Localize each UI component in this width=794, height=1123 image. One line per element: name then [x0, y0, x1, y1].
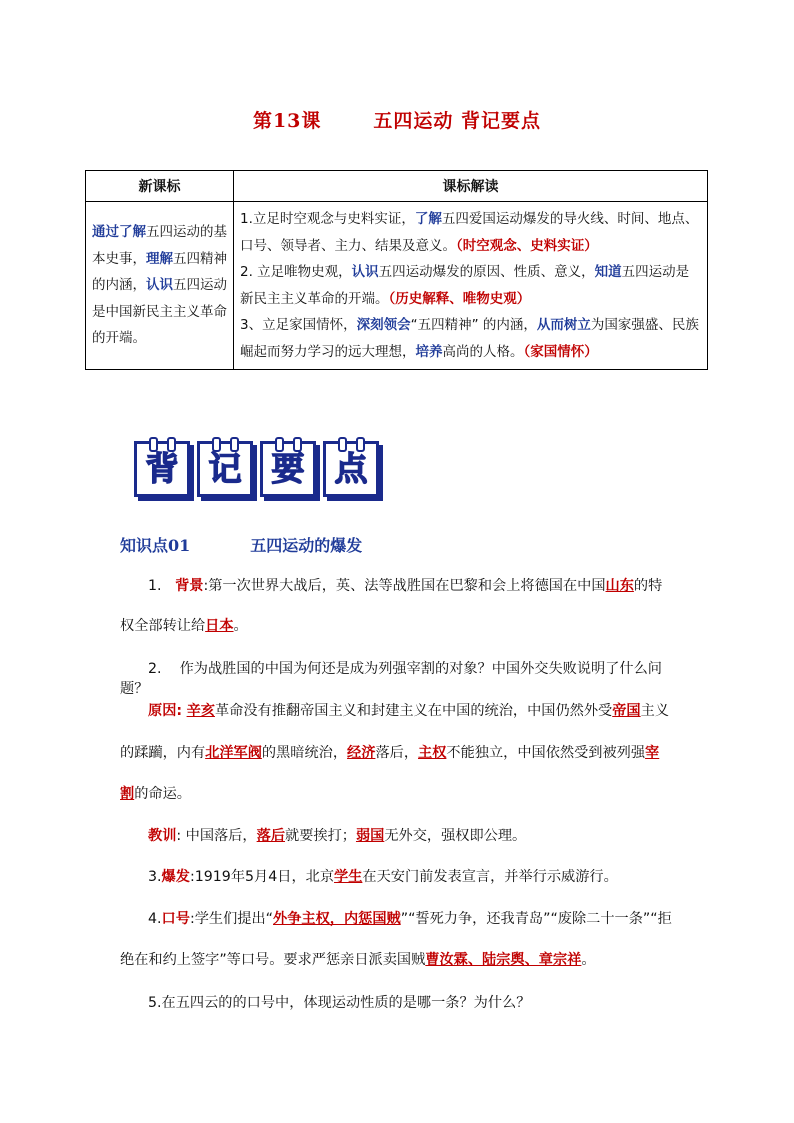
- page-title: 第13课 五四运动 背记要点: [252, 110, 542, 132]
- memorize-points-banner: [134, 441, 379, 499]
- paragraph-cause: 原因: 辛亥革命没有推翻帝国主义和封建主义在中国的统治，中国仍然外受帝国主义: [148, 703, 670, 719]
- badge-yao: 要: [260, 441, 316, 497]
- badge-bei: 背: [134, 441, 190, 497]
- paragraph-background-cont: 权全部转让给日本。: [120, 618, 248, 634]
- paragraph-outbreak: 3.爆发:1919年5月4日，北京学生在天安门前发表宣言，并举行示威游行。: [148, 869, 618, 885]
- header-standard-interpretation: 课标解读: [234, 171, 708, 202]
- paragraph-question-5: 5.在五四云的的口号中，体现运动性质的是哪一条？为什么？: [148, 995, 531, 1011]
- interpretation-item: 2. 立足唯物史观，认识五四运动爆发的原因、性质、意义，知道五四运动是新民主主义革命的开端。（历史解释、唯物史观）: [240, 264, 690, 307]
- interpretation-cell: [234, 202, 708, 370]
- paragraph-slogan: 4.口号:学生们提出“外争主权，内惩国贼”“誓死力争，还我青岛”“废除二十一条”“拒: [148, 911, 672, 927]
- interpretation-item: 1.立足时空观念与史料实证，了解五四爱国运动爆发的导火线、时间、地点、口号、领导者、主力、结果及意义。（时空观念、史料实证）: [240, 211, 699, 254]
- paragraph-cause-cont: 的蹂躏，内有北洋军阀的黑暗统治，经济落后，主权不能独立，中国依然受到被列强宰: [120, 745, 660, 761]
- interpretation-item: 3、立足家国情怀，深刻领会“五四精神” 的内涵，从而树立为国家强盛、民族崛起而努力学习的远大理想，培养高尚的人格。（家国情怀）: [240, 317, 699, 360]
- paragraph-lesson: 教训: 中国落后，落后就要挨打；弱国无外交，强权即公理。: [148, 828, 527, 844]
- curriculum-table: [85, 170, 708, 370]
- paragraph-cause-end: 割的命运。: [120, 786, 191, 802]
- paragraph-background: 1. 背景:第一次世界大战后，英、法等战胜国在巴黎和会上将德国在中国山东的特: [148, 578, 663, 594]
- paragraph-slogan-cont: 绝在和约上签字”等口号。要求严惩亲日派卖国贼曹汝霖、陆宗舆、章宗祥。: [120, 952, 596, 968]
- knowledge-point-heading: 知识点01 五四运动的爆发: [120, 536, 363, 555]
- paragraph-question: 2. 作为战胜国的中国为何还是成为列强宰割的对象？中国外交失败说明了什么问题？: [120, 661, 662, 697]
- badge-dian: 点: [323, 441, 379, 497]
- header-new-standard: 新课标: [86, 171, 234, 202]
- badge-ji: 记: [197, 441, 253, 497]
- new-standard-cell: 通过了解五四运动的基本史事，理解五四精神的内涵，认识五四运动是中国新民主主义革命的开端。: [86, 202, 234, 370]
